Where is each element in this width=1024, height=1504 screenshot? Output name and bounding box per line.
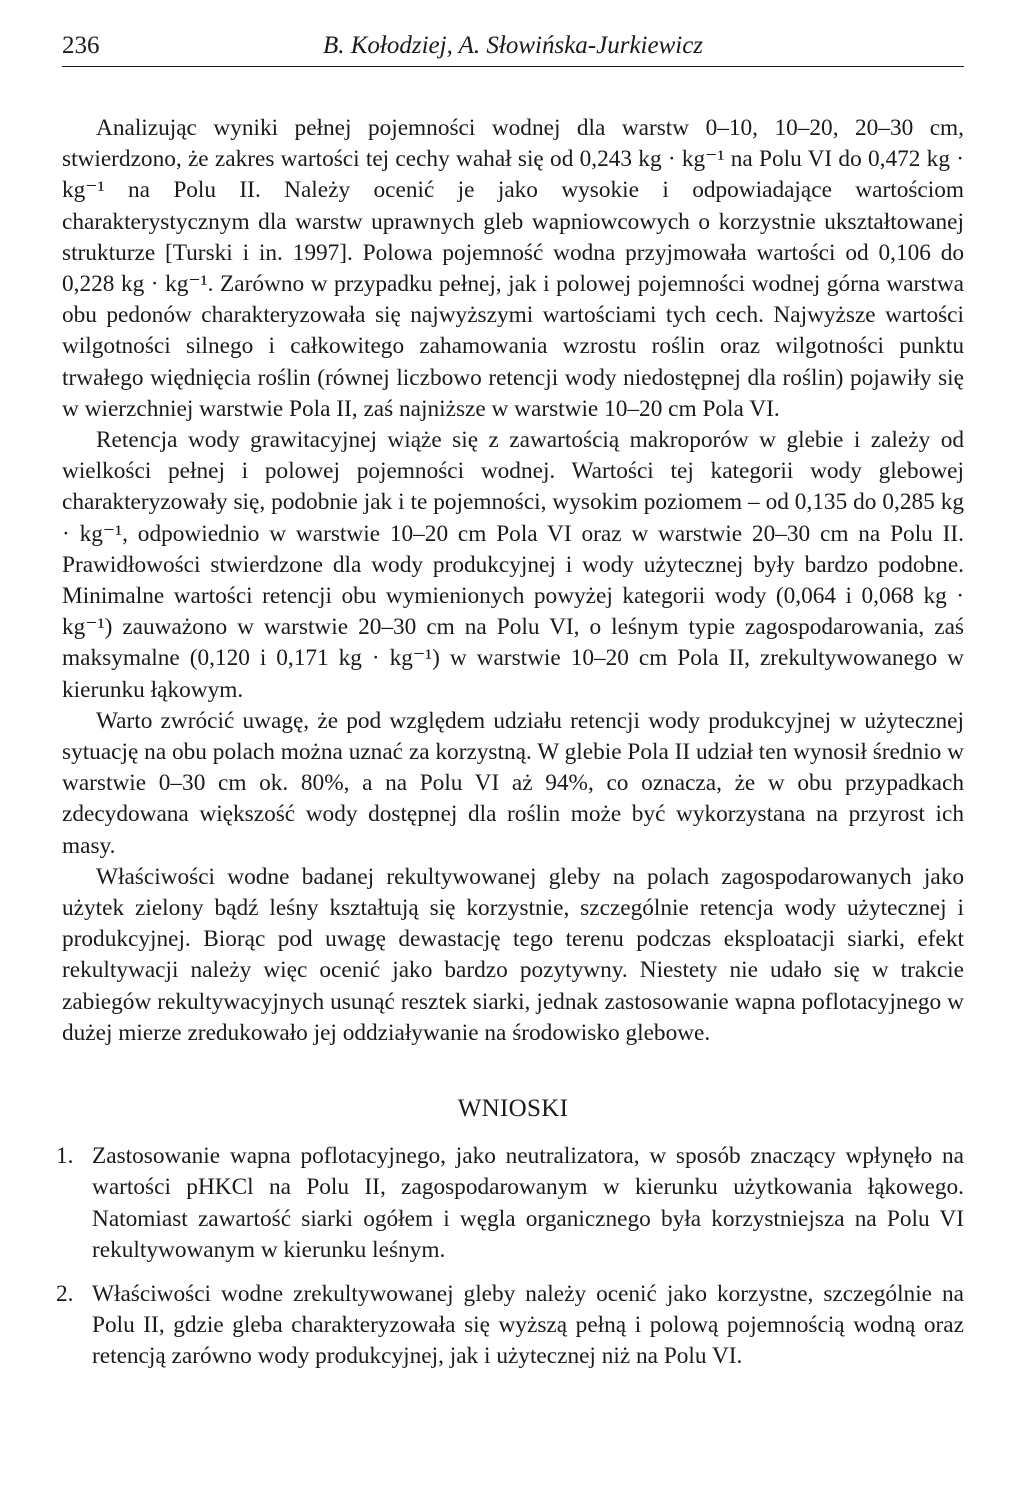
paragraph-water-capacity: Analizując wyniki pełnej pojemności wodnej dla warstw 0–10, 10–20, 20–30 cm, stwierdzono, że zakres wartości tej cechy wahał się od 0,243 kg · kg⁻¹ na Polu VI do 0,472 kg · kg⁻¹ na Polu II. Należy ocenić je jako wysokie i odpowiadające wartościom charakterystycznym dla warstw uprawnych gleb wapniowcowych o korzystnie ukształtowanej strukturze [Turski i in. 1997]. Polowa pojemność wodna przyjmowała wartości od 0,106 do 0,228 kg · kg⁻¹. Zarówno w przypadku pełnej, jak i polowej pojemności wodnej górna warstwa obu pedonów charakteryzowała się najwyższymi wartościami tych cech. Najwyższe wartości wilgotności silnego i całkowitego zahamowania wzrostu roślin oraz wilgotności punktu trwałego więdnięcia roślin (równej liczbowo retencji wody niedostępnej dla roślin) pojawiły się w wierzchniej warstwie Pola II, zaś najniższe w warstwie 10–20 cm Pola VI. — [62, 115, 964, 422]
conclusion-text: Zastosowanie wapna poflotacyjnego, jako neutralizatora, w sposób znaczący wpłynęło na wartości pHKCl na Polu II, zagospodarowanym w kierunku użytkowania łąkowego. Natomiast zawartość siarki ogółem i węgla organicznego była korzystniejsza na Polu VI rekultywowanym w kierunku leśnym. — [92, 1143, 964, 1263]
section-heading-conclusions: WNIOSKI — [457, 1095, 569, 1123]
paragraph-gravitational-water: Retencja wody grawitacyjnej wiąże się z zawartością makroporów w glebie i zależy od wielkości pełnej i polowej pojemności wodnej. Wartości tej kategorii wody glebowej charakteryzowały się, podobnie jak i te pojemności, wysokim poziomem – od 0,135 do 0,285 kg · kg⁻¹, odpowiednio w warstwie 10–20 cm Pola VI oraz w warstwie 20–30 cm na Polu II. Prawidłowości stwierdzone dla wody produkcyjnej i wody użytecznej były bardzo podobne. Minimalne wartości retencji obu wymienionych powyżej kategorii wody (0,064 i 0,068 kg · kg⁻¹) zauważono w warstwie 20–30 cm na Polu VI, o leśnym typie zagospodarowania, zaś maksymalne (0,120 i 0,171 kg · kg⁻¹) w warstwie 10–20 cm Pola II, zrekultywowanego w kierunku łąkowym. — [62, 427, 964, 703]
page-number: 236 — [62, 32, 100, 59]
conclusion-text: Właściwości wodne zrekultywowanej gleby należy ocenić jako korzystne, szczególnie na Polu II, gdzie gleba charakteryzowała się wyższą pełną i polową pojemnością wodną oraz retencją zarówno wody produkcyjnej, jak i użytecznej niż na Polu VI. — [92, 1280, 964, 1370]
page — [56, 28, 964, 1386]
body-text — [62, 113, 964, 1049]
paragraph-reclamation-assessment: Właściwości wodne badanej rekultywowanej gleby na polach zagospodarowanych jako użytek zielony bądź leśny kształtują się korzystnie, szczególnie retencja wody użytecznej i produkcyjnej. Biorąc pod uwagę dewastację tego terenu podczas eksploatacji siarki, efekt rekultywacji należy więc ocenić jako bardzo pozytywny. Niestety nie udało się w trakcie zabiegów rekultywacyjnych usunąć resztek siarki, jednak zastosowanie wapna poflotacyjnego w dużej mierze zredukowało jej oddziaływanie na środowisko glebowe. — [62, 863, 964, 1046]
conclusion-item — [56, 1141, 964, 1266]
conclusion-number: 2. — [56, 1280, 74, 1307]
conclusion-item — [56, 1279, 964, 1373]
paragraph-productive-water-share: Warto zwrócić uwagę, że pod względem udziału retencji wody produkcyjnej w użytecznej sytuację na obu polach można uznać za korzystną. W glebie Pola II udział ten wynosił średnio w warstwie 0–30 cm ok. 80%, a na Polu VI aż 94%, co oznacza, że w obu przypadkach zdecydowana większość wody dostępnej dla roślin może być wykorzystana na przyrost ich masy. — [62, 707, 964, 859]
running-head-authors: B. Kołodziej, A. Słowińska-Jurkiewicz — [322, 32, 704, 59]
conclusions-list — [56, 1141, 964, 1372]
conclusion-number: 1. — [56, 1143, 74, 1170]
running-header — [62, 28, 964, 67]
